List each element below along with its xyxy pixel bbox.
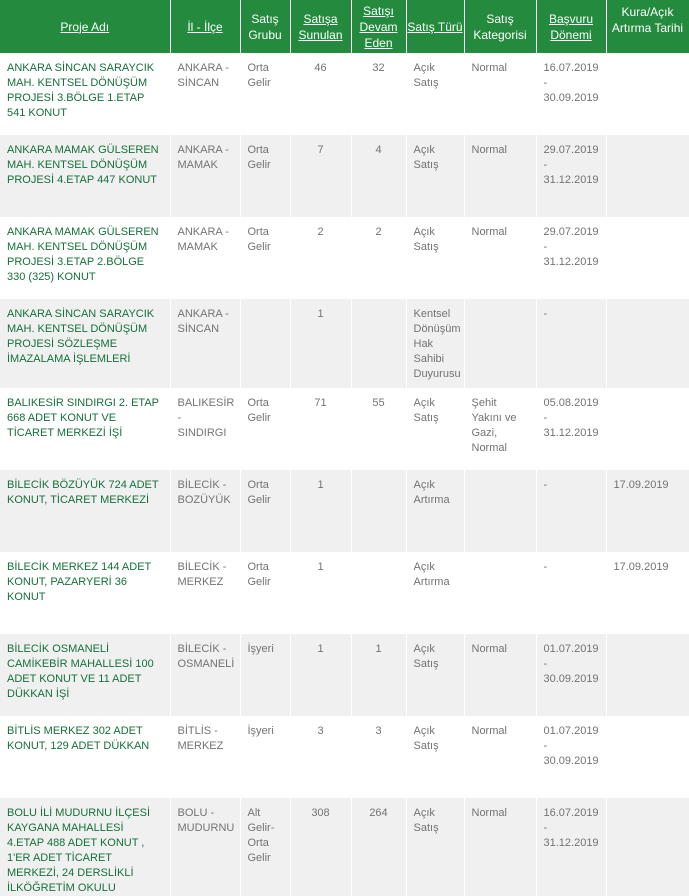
il-ilce-cell: BİLECİK - MERKEZ bbox=[170, 552, 240, 634]
kura-tarihi-cell bbox=[606, 53, 689, 135]
satisi-devam-eden-cell: 55 bbox=[351, 388, 406, 470]
kura-tarihi-label: Kura/Açık Artırma Tarihi bbox=[611, 4, 684, 35]
table-row[interactable] bbox=[0, 53, 689, 135]
il-ilce-cell: ANKARA - SİNCAN bbox=[170, 299, 240, 388]
sort-satis-turu-link[interactable]: Satış Türü bbox=[407, 19, 463, 34]
satis-grubu-cell: Orta Gelir bbox=[240, 552, 290, 634]
sort-satisa-sunulan-link[interactable]: Satışa Sunulan bbox=[298, 11, 343, 42]
col-satis-turu[interactable] bbox=[406, 0, 464, 53]
satis-turu-cell: Açık Artırma bbox=[406, 552, 464, 634]
satis-turu-cell: Açık Satış bbox=[406, 135, 464, 217]
project-name-link[interactable]: BİLECİK MERKEZ 144 ADET KONUT, PAZARYERİ 36 KONUT bbox=[0, 552, 170, 634]
satis-turu-cell: Açık Satış bbox=[406, 217, 464, 299]
project-name-link[interactable]: ANKARA MAMAK GÜLSEREN MAH. KENTSEL DÖNÜŞÜM PROJESİ 4.ETAP 447 KONUT bbox=[0, 135, 170, 217]
satis-turu-cell: Açık Artırma bbox=[406, 470, 464, 552]
satisa-sunulan-cell: 3 bbox=[290, 716, 351, 798]
kura-tarihi-cell bbox=[606, 135, 689, 217]
satisa-sunulan-cell: 1 bbox=[290, 552, 351, 634]
satis-kategorisi-label: Satış Kategorisi bbox=[473, 11, 527, 42]
col-satisa-sunulan[interactable] bbox=[290, 0, 351, 53]
kura-tarihi-cell: 17.09.2019 bbox=[606, 552, 689, 634]
satis-grubu-label: Satış Grubu bbox=[248, 11, 282, 42]
satis-turu-cell: Açık Satış bbox=[406, 53, 464, 135]
table-row[interactable] bbox=[0, 388, 689, 470]
project-name-link[interactable]: BOLU İLİ MUDURNU İLÇESİ KAYGANA MAHALLESİ 4.ETAP 488 ADET KONUT , 1'ER ADET TİCARET MERKEZİ, 24 DERSLİKLİ İLKÖĞRETİM OKULU bbox=[0, 798, 170, 896]
satis-grubu-cell: Orta Gelir bbox=[240, 388, 290, 470]
il-ilce-cell: BİLECİK - BOZÜYÜK bbox=[170, 470, 240, 552]
table-row[interactable] bbox=[0, 135, 689, 217]
satisi-devam-eden-cell: 4 bbox=[351, 135, 406, 217]
basvuru-donemi-cell: - bbox=[536, 299, 606, 388]
satisi-devam-eden-cell bbox=[351, 470, 406, 552]
satis-turu-cell: Açık Satış bbox=[406, 798, 464, 896]
project-name-link[interactable]: BİLECİK OSMANELİ CAMİKEBİR MAHALLESİ 100 ADET KONUT VE 11 ADET DÜKKAN İŞİ bbox=[0, 634, 170, 716]
kura-tarihi-cell bbox=[606, 299, 689, 388]
project-name-link[interactable]: ANKARA MAMAK GÜLSEREN MAH. KENTSEL DÖNÜŞÜM PROJESİ 3.ETAP 2.BÖLGE 330 (325) KONUT bbox=[0, 217, 170, 299]
basvuru-donemi-cell: - bbox=[536, 470, 606, 552]
project-name-link[interactable]: ANKARA SİNCAN SARAYCIK MAH. KENTSEL DÖNÜŞÜM PROJESİ 3.BÖLGE 1.ETAP 541 KONUT bbox=[0, 53, 170, 135]
satisa-sunulan-cell: 1 bbox=[290, 634, 351, 716]
satisi-devam-eden-cell: 2 bbox=[351, 217, 406, 299]
il-ilce-cell: BİTLİS - MERKEZ bbox=[170, 716, 240, 798]
basvuru-donemi-cell: 29.07.2019 - 31.12.2019 bbox=[536, 135, 606, 217]
il-ilce-cell: ANKARA - MAMAK bbox=[170, 135, 240, 217]
col-satisi-devam-eden[interactable] bbox=[351, 0, 406, 53]
satis-kategorisi-cell: Normal bbox=[464, 716, 536, 798]
il-ilce-cell: BALIKESİR - SINDIRGI bbox=[170, 388, 240, 470]
satis-grubu-cell: İşyeri bbox=[240, 716, 290, 798]
satisi-devam-eden-cell bbox=[351, 299, 406, 388]
kura-tarihi-cell bbox=[606, 388, 689, 470]
sort-il-ilce-link[interactable]: İl - İlçe bbox=[187, 19, 223, 34]
satisa-sunulan-cell: 7 bbox=[290, 135, 351, 217]
satisa-sunulan-cell: 46 bbox=[290, 53, 351, 135]
basvuru-donemi-cell: - bbox=[536, 552, 606, 634]
satis-kategorisi-cell: Normal bbox=[464, 634, 536, 716]
table-row[interactable] bbox=[0, 634, 689, 716]
basvuru-donemi-cell: 29.07.2019 - 31.12.2019 bbox=[536, 217, 606, 299]
table-row[interactable] bbox=[0, 798, 689, 896]
satis-grubu-cell: Orta Gelir bbox=[240, 217, 290, 299]
satisi-devam-eden-cell: 1 bbox=[351, 634, 406, 716]
satis-grubu-cell: Orta Gelir bbox=[240, 470, 290, 552]
table-row[interactable] bbox=[0, 716, 689, 798]
satis-kategorisi-cell: Normal bbox=[464, 217, 536, 299]
basvuru-donemi-cell: 16.07.2019 - 30.09.2019 bbox=[536, 53, 606, 135]
kura-tarihi-cell bbox=[606, 634, 689, 716]
project-name-link[interactable]: ANKARA SİNCAN SARAYCIK MAH. KENTSEL DÖNÜŞÜM PROJESİ SÖZLEŞME İMAZALAMA İŞLEMLERİ bbox=[0, 299, 170, 388]
satis-turu-cell: Kentsel Dönüşüm Hak Sahibi Duyurusu bbox=[406, 299, 464, 388]
table-row[interactable] bbox=[0, 299, 689, 388]
satis-kategorisi-cell bbox=[464, 552, 536, 634]
basvuru-donemi-cell: 01.07.2019 - 30.09.2019 bbox=[536, 634, 606, 716]
basvuru-donemi-cell: 01.07.2019 - 30.09.2019 bbox=[536, 716, 606, 798]
satisi-devam-eden-cell: 3 bbox=[351, 716, 406, 798]
project-name-link[interactable]: BALIKESİR SINDIRGI 2. ETAP 668 ADET KONUT VE TİCARET MERKEZİ İŞİ bbox=[0, 388, 170, 470]
kura-tarihi-cell bbox=[606, 716, 689, 798]
il-ilce-cell: BOLU - MUDURNU bbox=[170, 798, 240, 896]
il-ilce-cell: BİLECİK - OSMANELİ bbox=[170, 634, 240, 716]
satis-grubu-cell: Alt Gelir-Orta Gelir bbox=[240, 798, 290, 896]
satis-turu-cell: Açık Satış bbox=[406, 634, 464, 716]
satis-grubu-cell: Orta Gelir bbox=[240, 53, 290, 135]
col-kura-tarihi bbox=[606, 0, 689, 53]
satisi-devam-eden-cell: 264 bbox=[351, 798, 406, 896]
satis-grubu-cell: Orta Gelir bbox=[240, 135, 290, 217]
satis-kategorisi-cell: Normal bbox=[464, 135, 536, 217]
satis-kategorisi-cell: Şehit Yakını ve Gazi, Normal bbox=[464, 388, 536, 470]
satisa-sunulan-cell: 71 bbox=[290, 388, 351, 470]
satisa-sunulan-cell: 308 bbox=[290, 798, 351, 896]
satis-turu-cell: Açık Satış bbox=[406, 388, 464, 470]
satisa-sunulan-cell: 1 bbox=[290, 470, 351, 552]
table-row[interactable] bbox=[0, 552, 689, 634]
project-name-link[interactable]: BİLECİK BÖZÜYÜK 724 ADET KONUT, TİCARET MERKEZİ bbox=[0, 470, 170, 552]
col-satis-kategorisi bbox=[464, 0, 536, 53]
table-row[interactable] bbox=[0, 470, 689, 552]
col-proje-adi[interactable] bbox=[0, 0, 170, 53]
kura-tarihi-cell bbox=[606, 217, 689, 299]
sort-proje-adi-link[interactable]: Proje Adı bbox=[60, 19, 110, 34]
satis-kategorisi-cell: Normal bbox=[464, 798, 536, 896]
il-ilce-cell: ANKARA - SİNCAN bbox=[170, 53, 240, 135]
sort-satisi-devam-eden-link[interactable]: Satışı Devam Eden bbox=[359, 3, 398, 50]
il-ilce-cell: ANKARA - MAMAK bbox=[170, 217, 240, 299]
satis-kategorisi-cell bbox=[464, 299, 536, 388]
satisi-devam-eden-cell bbox=[351, 552, 406, 634]
table-header bbox=[0, 0, 689, 53]
kura-tarihi-cell bbox=[606, 798, 689, 896]
project-name-link[interactable]: BİTLİS MERKEZ 302 ADET KONUT, 129 ADET DÜKKAN bbox=[0, 716, 170, 798]
sort-basvuru-donemi-link[interactable]: Başvuru Dönemi bbox=[548, 11, 594, 42]
satis-kategorisi-cell bbox=[464, 470, 536, 552]
table-row[interactable] bbox=[0, 217, 689, 299]
satis-grubu-cell: İşyeri bbox=[240, 634, 290, 716]
satisa-sunulan-cell: 1 bbox=[290, 299, 351, 388]
basvuru-donemi-cell: 16.07.2019 - 31.12.2019 bbox=[536, 798, 606, 896]
col-il-ilce[interactable] bbox=[170, 0, 240, 53]
satis-kategorisi-cell: Normal bbox=[464, 53, 536, 135]
satisi-devam-eden-cell: 32 bbox=[351, 53, 406, 135]
basvuru-donemi-cell: 05.08.2019 - 31.12.2019 bbox=[536, 388, 606, 470]
satis-turu-cell: Açık Satış bbox=[406, 716, 464, 798]
satis-grubu-cell bbox=[240, 299, 290, 388]
kura-tarihi-cell: 17.09.2019 bbox=[606, 470, 689, 552]
satisa-sunulan-cell: 2 bbox=[290, 217, 351, 299]
col-basvuru-donemi[interactable] bbox=[536, 0, 606, 53]
col-satis-grubu bbox=[240, 0, 290, 53]
